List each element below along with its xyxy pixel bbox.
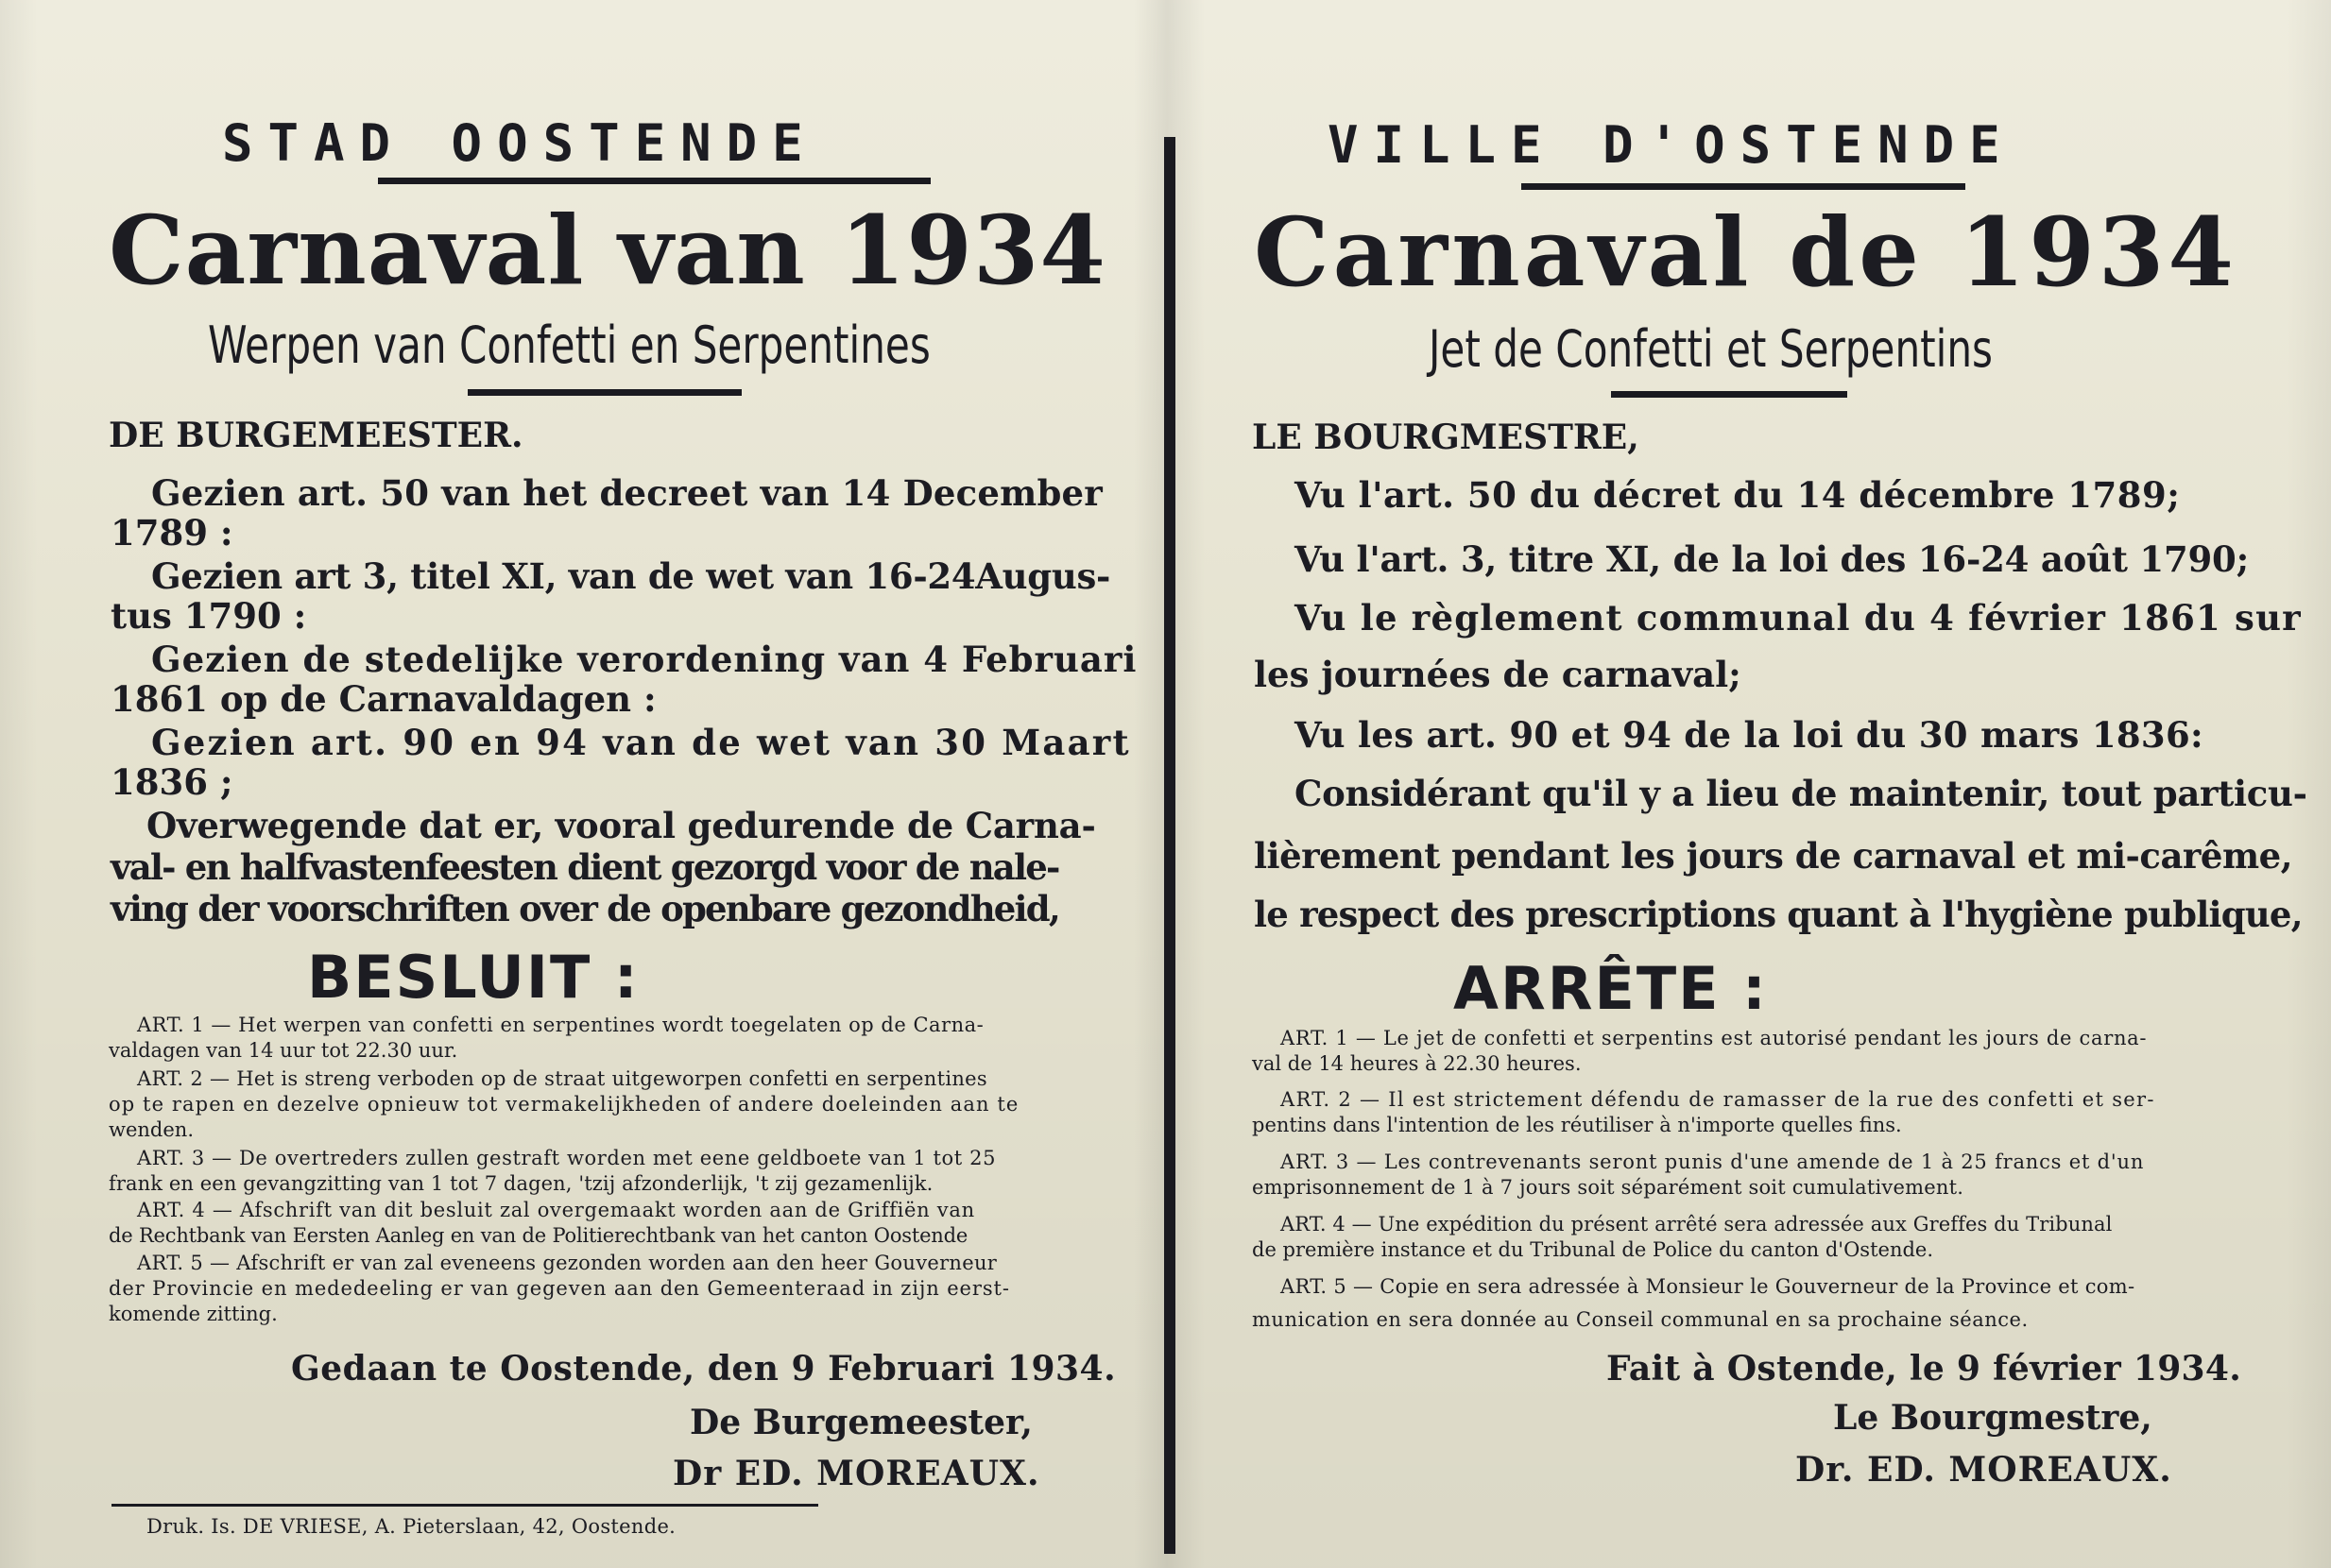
decision-fr: ARRÊTE : <box>1453 954 1768 1023</box>
done-at-nl: Gedaan te Oostende, den 9 Februari 1934. <box>291 1349 1117 1389</box>
article-line: der Provincie en mededeeling er van gegeven aan den Gemeenteraad in zijn eerst- <box>109 1277 1010 1300</box>
decision-nl: BESLUIT : <box>307 943 640 1012</box>
article-line: pentins dans l'intention de les réutiliser à n'importe quelles fins. <box>1252 1114 1902 1136</box>
printer-rule <box>111 1504 818 1507</box>
consideration-line: Vu les art. 90 et 94 de la loi du 30 mars 1836: <box>1294 714 2203 756</box>
subtitle-rule <box>468 389 742 396</box>
consideration-line: Considérant qu'il y a lieu de maintenir, tout particu- <box>1294 773 2307 814</box>
printer-imprint: Druk. Is. DE VRIESE, A. Pieterslaan, 42, Oostende. <box>146 1515 677 1538</box>
heading-rule <box>1521 183 1965 190</box>
mayor-title-nl: De Burgemeester, <box>690 1403 1033 1442</box>
article-line: komende zitting. <box>109 1303 278 1325</box>
consideration-line: les journées de carnaval; <box>1254 654 1741 695</box>
consideration-line: Gezien art. 90 en 94 van de wet van 30 Maart <box>151 722 1131 763</box>
heading-rule <box>378 178 931 184</box>
dutch-column <box>104 0 1138 1568</box>
article-line: de Rechtbank van Eersten Aanleg en van de Politierechtbank van het canton Oostende <box>109 1224 968 1247</box>
mayor-title-fr: Le Bourgmestre, <box>1833 1398 2152 1438</box>
mayor-name-nl: Dr ED. MOREAUX. <box>673 1454 1040 1493</box>
article-line: frank en een gevangzitting van 1 tot 7 dagen, 'tzij afzonderlijk, 't zij gezamenlijk. <box>109 1172 934 1195</box>
subtitle-fr: Jet de Confetti et Serpentins <box>1429 319 1994 379</box>
article-line: valdagen van 14 uur tot 22.30 uur. <box>109 1039 458 1062</box>
consideration-line: tus 1790 : <box>111 595 307 637</box>
consideration-line: le respect des prescriptions quant à l'hygiène publique, <box>1254 894 2303 935</box>
article-line: ART. 1 — Het werpen van confetti en serpentines wordt toegelaten op de Carna- <box>137 1014 985 1036</box>
consideration-line: Gezien de stedelijke verordening van 4 Februari <box>151 639 1138 680</box>
column-divider <box>1164 137 1175 1554</box>
consideration-line: Vu le règlement communal du 4 février 1861 sur <box>1294 597 2302 639</box>
city-heading-fr: VILLE D'OSTENDE <box>1328 115 2015 175</box>
consideration-line: Vu l'art. 3, titre XI, de la loi des 16-24 août 1790; <box>1294 538 2250 580</box>
article-line: wenden. <box>109 1118 194 1141</box>
consideration-line: ving der voorschriften over de openbare gezondheid, <box>111 888 1059 929</box>
article-line: ART. 1 — Le jet de confetti et serpentins est autorisé pendant les jours de carna- <box>1280 1027 2148 1049</box>
article-line: ART. 2 — Het is streng verboden op de straat uitgeworpen confetti en serpentines <box>137 1067 987 1090</box>
consideration-line: Overwegende dat er, vooral gedurende de Carna- <box>146 805 1096 846</box>
article-line: val de 14 heures à 22.30 heures. <box>1252 1052 1582 1075</box>
article-line: ART. 4 — Une expédition du présent arrêté sera adressée aux Greffes du Tribunal <box>1280 1213 2113 1236</box>
article-line: ART. 3 — Les contrevenants seront punis d'une amende de 1 à 25 francs et d'un <box>1280 1150 2145 1173</box>
title-fr: Carnaval de 1934 <box>1254 196 2237 308</box>
article-line: ART. 2 — Il est strictement défendu de ramasser de la rue des confetti et ser- <box>1280 1088 2155 1111</box>
consideration-line: 1789 : <box>111 512 233 554</box>
french-column <box>1247 0 2307 1568</box>
consideration-line: Vu l'art. 50 du décret du 14 décembre 1789; <box>1294 474 2181 516</box>
done-at-fr: Fait à Ostende, le 9 février 1934. <box>1606 1349 2242 1389</box>
authority-nl: DE BURGEMEESTER. <box>109 416 523 455</box>
city-heading-nl: STAD OOSTENDE <box>222 113 818 173</box>
consideration-line: 1861 op de Carnavaldagen : <box>111 678 657 720</box>
article-line: munication en sera donnée au Conseil communal en sa prochaine séance. <box>1252 1308 2029 1331</box>
article-line: ART. 3 — De overtreders zullen gestraft worden met eene geldboete van 1 tot 25 <box>137 1147 997 1169</box>
authority-fr: LE BOURGMESTRE, <box>1252 418 1639 457</box>
article-line: ART. 5 — Afschrift er van zal eveneens gezonden worden aan den heer Gouverneur <box>137 1252 998 1274</box>
consideration-line: lièrement pendant les jours de carnaval et mi-carême, <box>1254 835 2293 877</box>
consideration-line: 1836 ; <box>111 761 233 803</box>
title-nl: Carnaval van 1934 <box>109 195 1107 306</box>
consideration-line: val- en halfvastenfeesten dient gezorgd voor de nale- <box>111 846 1059 888</box>
consideration-line: Gezien art. 50 van het decreet van 14 December <box>151 472 1103 514</box>
article-line: op te rapen en dezelve opnieuw tot vermakelijkheden of andere doeleinden aan te <box>109 1093 1020 1116</box>
article-line: de première instance et du Tribunal de Police du canton d'Ostende. <box>1252 1238 1934 1261</box>
article-line: ART. 5 — Copie en sera adressée à Monsieur le Gouverneur de la Province et com- <box>1280 1275 2135 1298</box>
subtitle-rule <box>1611 391 1847 398</box>
consideration-line: Gezien art 3, titel XI, van de wet van 16-24Augus- <box>151 555 1111 597</box>
mayor-name-fr: Dr. ED. MOREAUX. <box>1795 1450 2172 1490</box>
article-line: emprisonnement de 1 à 7 jours soit séparément soit cumulativement. <box>1252 1176 1964 1199</box>
article-line: ART. 4 — Afschrift van dit besluit zal overgemaakt worden aan de Griffiën van <box>137 1199 975 1221</box>
subtitle-nl: Werpen van Confetti en Serpentines <box>208 315 931 375</box>
